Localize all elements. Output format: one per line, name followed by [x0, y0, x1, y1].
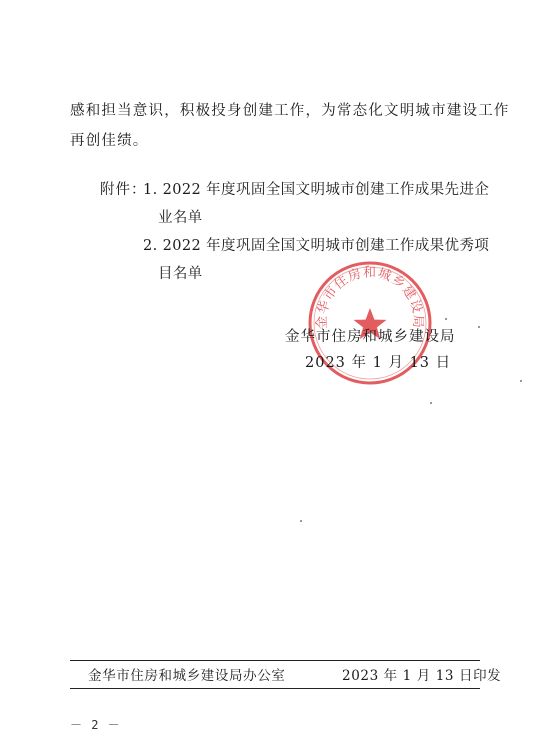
signature-org: 金华市住房和城乡建设局	[285, 329, 456, 345]
body-line-2: 再创佳绩。	[70, 133, 149, 149]
attachment-item-1-line-2: 业名单	[158, 210, 203, 226]
attachment-item-1-line-1: 1. 2022 年度巩固全国文明城市创建工作成果先进企	[143, 182, 490, 198]
attachments-label: 附件：	[100, 182, 147, 198]
body-line-1: 感和担当意识，积极投身创建工作，为常态化文明城市建设工作	[70, 103, 510, 119]
scan-speck	[478, 326, 480, 328]
signature-date: 2023 年 1 月 13 日	[305, 355, 452, 371]
footer-bottom-rule	[70, 688, 480, 689]
attachment-item-2-line-2: 目名单	[158, 266, 203, 282]
attachment-item-2-line-1: 2. 2022 年度巩固全国文明城市创建工作成果优秀项	[143, 238, 490, 254]
scan-speck	[520, 380, 522, 382]
page-number: － 2 －	[70, 718, 121, 732]
scan-speck	[300, 520, 302, 522]
seal-text: 金华市住房和城乡建设局	[314, 265, 426, 330]
footer-office: 金华市住房和城乡建设局办公室	[88, 668, 286, 684]
footer-top-rule	[70, 660, 480, 661]
scan-speck	[445, 318, 447, 320]
scan-speck	[430, 402, 432, 404]
body-paragraph	[70, 96, 510, 156]
footer-issue-date: 2023 年 1 月 13 日印发	[342, 668, 502, 684]
